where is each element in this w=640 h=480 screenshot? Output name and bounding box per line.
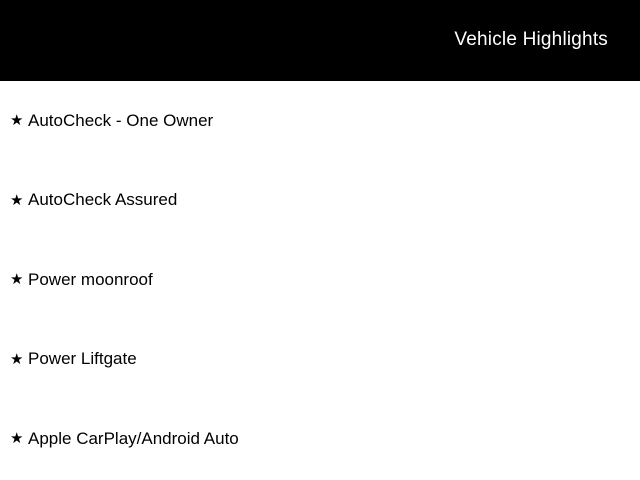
list-item [0,320,640,400]
highlight-label: AutoCheck Assured [28,190,178,210]
highlight-label: Apple CarPlay/Android Auto [28,428,239,448]
list-item [0,240,640,320]
star-icon: ★ [10,350,24,368]
highlight-label: Power moonroof [28,269,153,289]
highlight-label: Power Liftgate [28,349,137,369]
highlight-label: AutoCheck - One Owner [28,110,214,130]
star-icon: ★ [10,430,24,448]
list-item [0,81,640,161]
header-bar [0,0,640,81]
page-title: Vehicle Highlights [454,29,608,50]
star-icon: ★ [10,191,24,209]
star-icon: ★ [10,112,24,130]
list-item [0,399,640,479]
list-item [0,161,640,241]
star-icon: ★ [10,271,24,289]
vehicle-highlights-list [0,81,640,479]
